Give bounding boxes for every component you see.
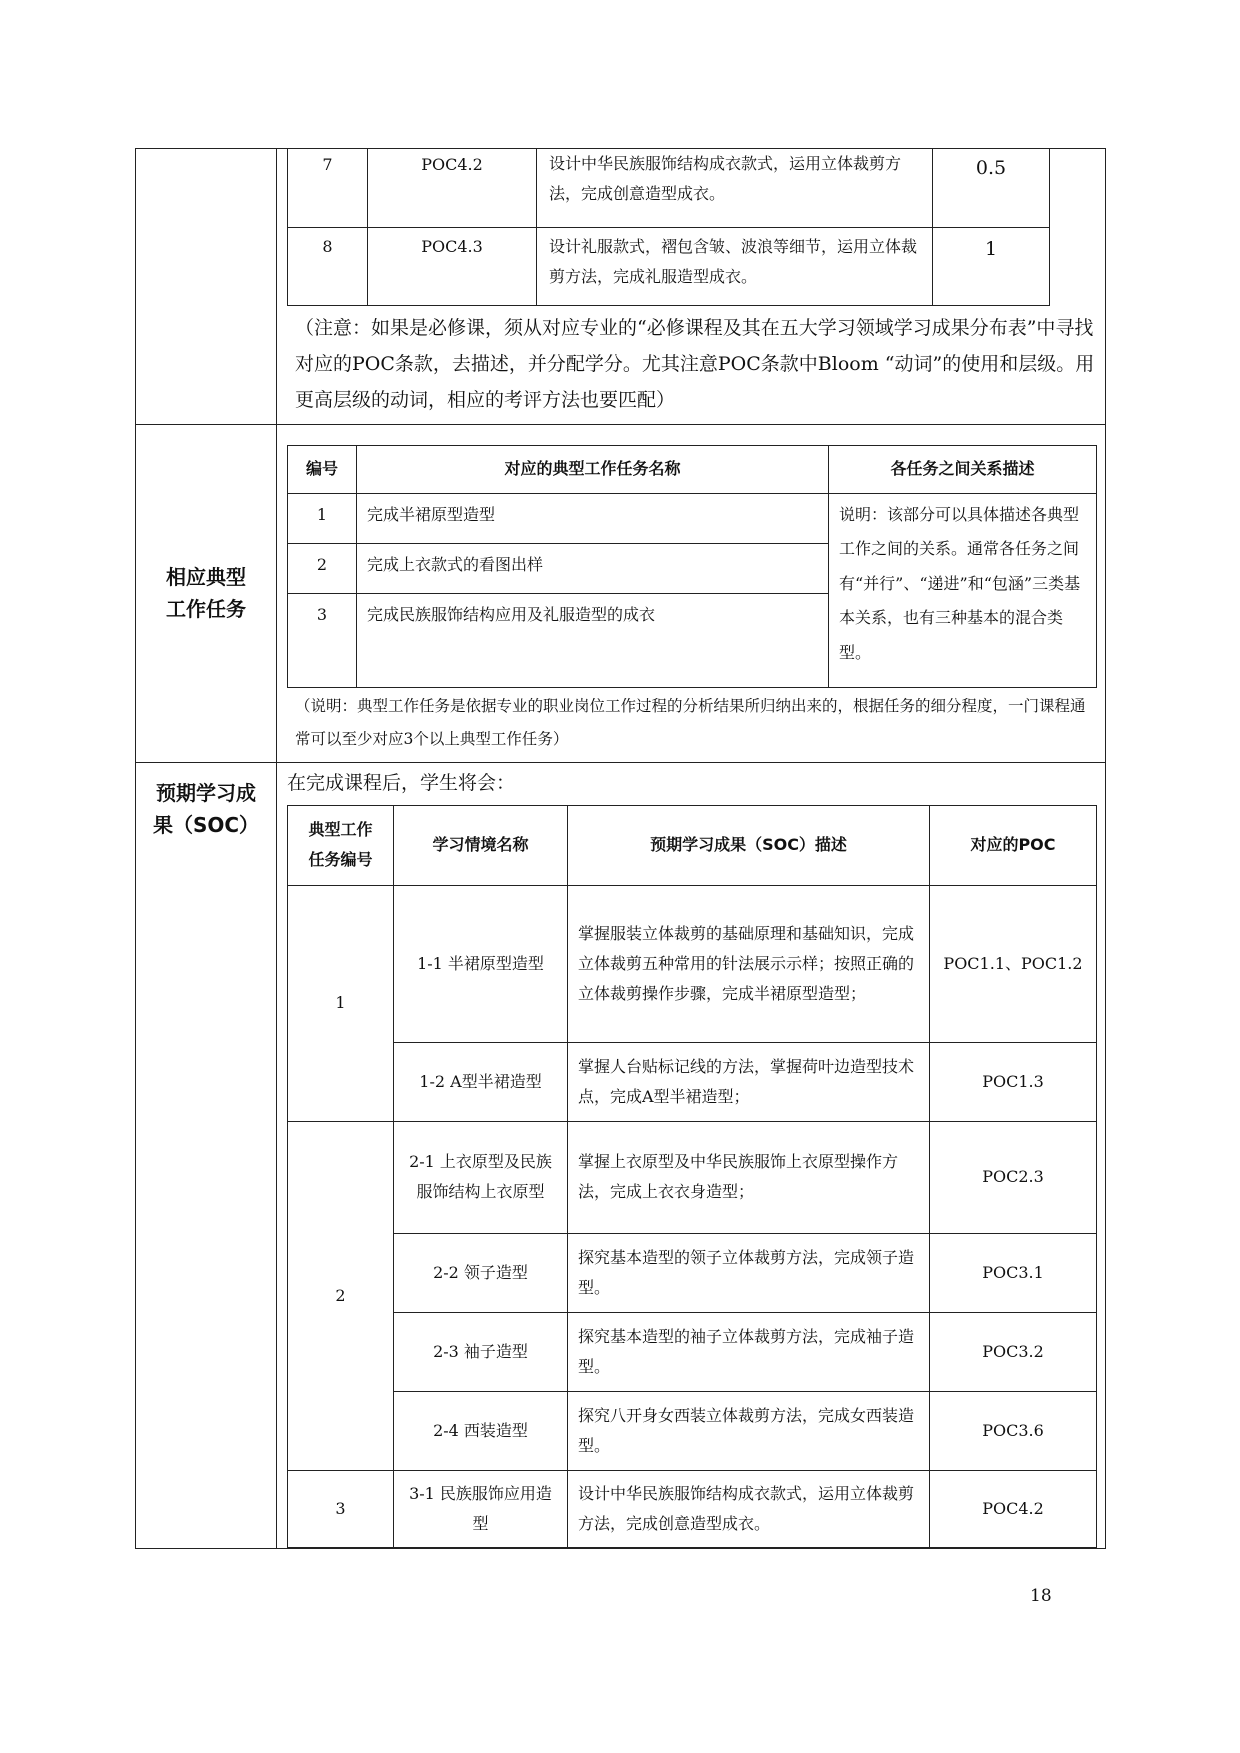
task-table xyxy=(287,445,1097,688)
soc-situation: 3-1 民族服饰应用造型 xyxy=(394,1470,568,1547)
poc-row-code: POC4.2 xyxy=(368,149,537,227)
table-row xyxy=(288,149,1050,227)
soc-desc: 掌握服装立体裁剪的基础原理和基础知识，完成立体裁剪五种常用的针法展示示样；按照正确的立体裁剪操作步骤，完成半裙原型造型； xyxy=(568,885,930,1042)
table-row xyxy=(288,885,1097,1042)
task-note: （说明：典型工作任务是依据专业的职业岗位工作过程的分析结果所归纳出来的，根据任务的细分程度，一门课程通常可以至少对应3个以上典型工作任务） xyxy=(295,696,1086,748)
soc-task-no: 2 xyxy=(288,1121,394,1470)
poc-row-credit: 0.5 xyxy=(933,149,1050,227)
soc-desc: 探究基本造型的领子立体裁剪方法，完成领子造型。 xyxy=(568,1233,930,1312)
poc-row-no: 8 xyxy=(288,227,368,305)
task-name: 完成民族服饰结构应用及礼服造型的成衣 xyxy=(357,593,829,687)
soc-task-no: 1 xyxy=(288,885,394,1121)
task-name: 完成上衣款式的看图出样 xyxy=(357,543,829,593)
poc-note: （注意：如果是必修课，须从对应专业的“必修课程及其在五大学习领域学习成果分布表”中寻找对应的POC条款，去描述，并分配学分。尤其注意POC条款中Bloom “动词”的使用和层级。用更高层级的动词，相应的考评方法也要匹配） xyxy=(295,316,1095,411)
task-section-cell xyxy=(277,424,1106,762)
soc-section-label xyxy=(136,762,277,1548)
soc-situation: 2-4 西装造型 xyxy=(394,1391,568,1470)
page-number: 18 xyxy=(1030,1586,1052,1606)
task-relation-desc: 说明：该部分可以具体描述各典型工作之间的关系。通常各任务之间有“并行”、“递进”和“包涵”三类基本关系，也有三种基本的混合类型。 xyxy=(829,493,1097,687)
task-label-line1: 相应典型 xyxy=(166,565,246,589)
soc-header-task-no-line1: 典型工作 xyxy=(308,820,373,839)
soc-desc: 探究八开身女西装立体裁剪方法，完成女西装造型。 xyxy=(568,1391,930,1470)
course-outline-table xyxy=(135,148,1106,1549)
soc-situation: 2-2 领子造型 xyxy=(394,1233,568,1312)
soc-situation: 2-1 上衣原型及民族服饰结构上衣原型 xyxy=(394,1121,568,1233)
poc-section-cell xyxy=(277,149,1106,425)
task-no: 1 xyxy=(288,493,357,543)
soc-header-task-no xyxy=(288,805,394,885)
soc-situation: 1-1 半裙原型造型 xyxy=(394,885,568,1042)
task-label-line2: 工作任务 xyxy=(166,597,246,621)
soc-table xyxy=(287,805,1097,1548)
table-row xyxy=(288,493,1097,543)
soc-poc: POC4.2 xyxy=(930,1470,1097,1547)
soc-header-poc: 对应的POC xyxy=(930,805,1097,885)
soc-header-soc: 预期学习成果（SOC）描述 xyxy=(568,805,930,885)
soc-label-line2: 果（SOC） xyxy=(152,812,260,837)
soc-poc: POC1.1、POC1.2 xyxy=(930,885,1097,1042)
poc-row-code: POC4.3 xyxy=(368,227,537,305)
soc-desc: 掌握上衣原型及中华民族服饰上衣原型操作方法，完成上衣衣身造型； xyxy=(568,1121,930,1233)
task-header-no: 编号 xyxy=(288,445,357,493)
table-row xyxy=(288,1233,1097,1312)
poc-row-credit: 1 xyxy=(933,227,1050,305)
soc-label-line1: 预期学习成 xyxy=(156,780,256,805)
soc-intro: 在完成课程后，学生将会： xyxy=(287,771,516,794)
table-row xyxy=(288,1042,1097,1121)
soc-situation: 2-3 袖子造型 xyxy=(394,1312,568,1391)
soc-desc: 设计中华民族服饰结构成衣款式，运用立体裁剪方法，完成创意造型成衣。 xyxy=(568,1470,930,1547)
table-row xyxy=(288,1391,1097,1470)
poc-row-desc: 设计中华民族服饰结构成衣款式，运用立体裁剪方法，完成创意造型成衣。 xyxy=(537,149,933,227)
table-row xyxy=(288,227,1050,305)
poc-row-desc: 设计礼服款式，褶包含皱、波浪等细节，运用立体裁剪方法，完成礼服造型成衣。 xyxy=(537,227,933,305)
soc-poc: POC2.3 xyxy=(930,1121,1097,1233)
task-no: 2 xyxy=(288,543,357,593)
task-header-relation: 各任务之间关系描述 xyxy=(829,445,1097,493)
soc-poc: POC3.6 xyxy=(930,1391,1097,1470)
soc-header-task-no-line2: 任务编号 xyxy=(308,850,373,869)
soc-header-situation: 学习情境名称 xyxy=(394,805,568,885)
soc-section-cell xyxy=(277,762,1106,1548)
task-name: 完成半裙原型造型 xyxy=(357,493,829,543)
table-row xyxy=(288,1121,1097,1233)
task-header-name: 对应的典型工作任务名称 xyxy=(357,445,829,493)
soc-desc: 探究基本造型的袖子立体裁剪方法，完成袖子造型。 xyxy=(568,1312,930,1391)
empty-label-cell xyxy=(136,149,277,425)
table-row xyxy=(288,1312,1097,1391)
soc-poc: POC3.1 xyxy=(930,1233,1097,1312)
soc-poc: POC3.2 xyxy=(930,1312,1097,1391)
soc-task-no: 3 xyxy=(288,1470,394,1547)
soc-poc: POC1.3 xyxy=(930,1042,1097,1121)
table-row xyxy=(288,1470,1097,1547)
soc-desc: 掌握人台贴标记线的方法，掌握荷叶边造型技术点，完成A型半裙造型； xyxy=(568,1042,930,1121)
task-no: 3 xyxy=(288,593,357,687)
task-section-label xyxy=(136,424,277,762)
soc-situation: 1-2 A型半裙造型 xyxy=(394,1042,568,1121)
poc-credit-table xyxy=(287,149,1050,306)
poc-row-no: 7 xyxy=(288,149,368,227)
